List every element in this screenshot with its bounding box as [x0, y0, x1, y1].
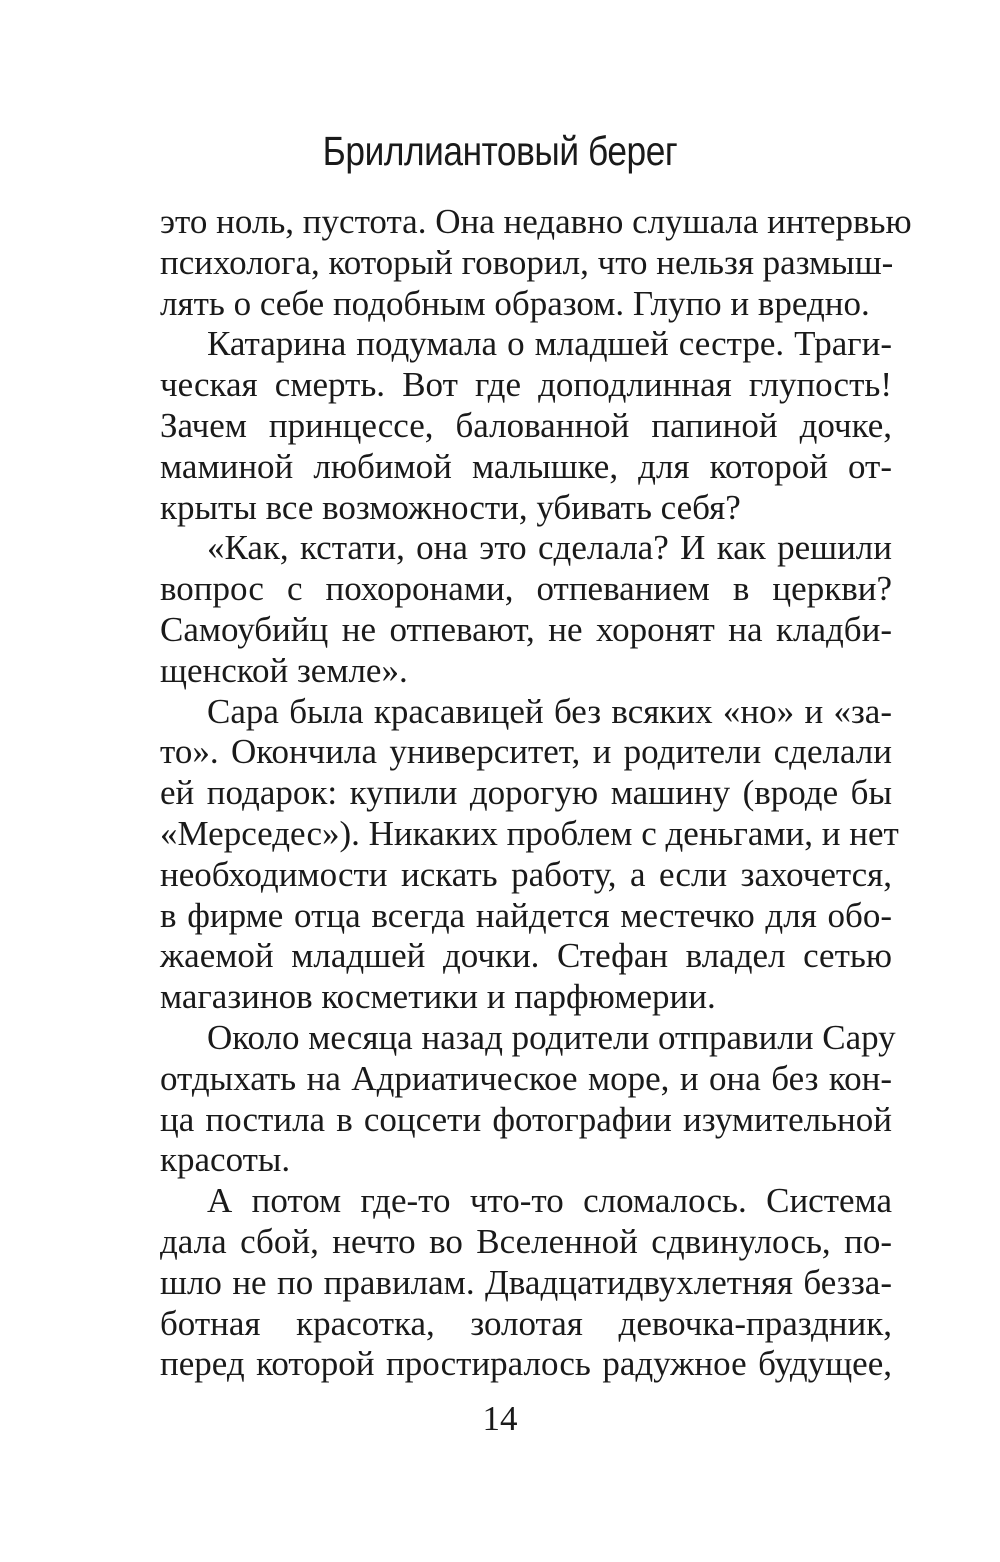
paragraph: [160, 202, 912, 324]
text-line: вопрос с похоронами, отпеванием в церкви?: [160, 569, 892, 609]
text-line: магазинов косметики и парфюмерии.: [160, 977, 716, 1017]
text-line: ческая смерть. Вот где доподлинная глупость!: [160, 365, 892, 405]
text-line: Зачем принцессе, балованной папиной дочке,: [160, 405, 892, 445]
text-line: ботная красотка, золотая девочка-праздник,: [160, 1303, 892, 1343]
text-line: то». Окончила университет, и родители сделали: [160, 732, 892, 772]
text-line: Самоубийц не отпевают, не хоронят на кладби-: [160, 609, 892, 649]
text-line: в фирме отца всегда найдется местечко для обо-: [160, 895, 892, 935]
running-title: Бриллиантовый берег: [322, 128, 678, 174]
text-line: жаемой младшей дочки. Стефан владел сетью: [160, 936, 892, 976]
paragraph: [160, 528, 892, 691]
paragraph: [160, 1017, 896, 1181]
text-line: это ноль, пустота. Она недавно слушала интервью: [160, 202, 912, 241]
text-line: красоты.: [160, 1140, 291, 1180]
text-line: ца постила в соцсети фотографии изумительной: [160, 1099, 892, 1139]
text-line: щенской земле».: [160, 650, 408, 690]
text-line: А потом где-то что-то сломалось. Система: [207, 1181, 892, 1221]
paragraph: [160, 324, 892, 528]
paragraph: [160, 691, 899, 1018]
page-number: 14: [482, 1399, 518, 1438]
body-text: [160, 202, 912, 1385]
text-line: Около месяца назад родители отправили Сару: [207, 1017, 896, 1057]
text-line: дала сбой, нечто во Вселенной сдвинулось, по-: [160, 1221, 892, 1261]
paragraph: [160, 1181, 892, 1385]
text-line: «Мерседес»). Никаких проблем с деньгами, и нет: [160, 813, 899, 853]
text-line: перед которой простиралось радужное будущее,: [160, 1344, 892, 1384]
text-line: Катарина подумала о младшей сестре. Траги-: [207, 324, 892, 364]
text-line: ей подарок: купили дорогую машину (вроде бы: [160, 773, 892, 813]
text-line: маминой любимой малышке, для которой от-: [160, 446, 892, 486]
text-line: крыты все возможности, убивать себя?: [160, 487, 741, 527]
text-line: шло не по правилам. Двадцатидвухлетняя безза-: [160, 1262, 892, 1302]
text-line: необходимости искать работу, а если захочется,: [160, 854, 892, 894]
text-line: отдыхать на Адриатическое море, и она без кон-: [160, 1058, 892, 1098]
text-line: психолога, который говорил, что нельзя размыш-: [160, 242, 894, 282]
text-line: «Как, кстати, она это сделала? И как решили: [207, 528, 892, 568]
text-line: лять о себе подобным образом. Глупо и вредно.: [160, 283, 870, 323]
text-line: Сара была красавицей без всяких «но» и «за-: [207, 691, 892, 731]
